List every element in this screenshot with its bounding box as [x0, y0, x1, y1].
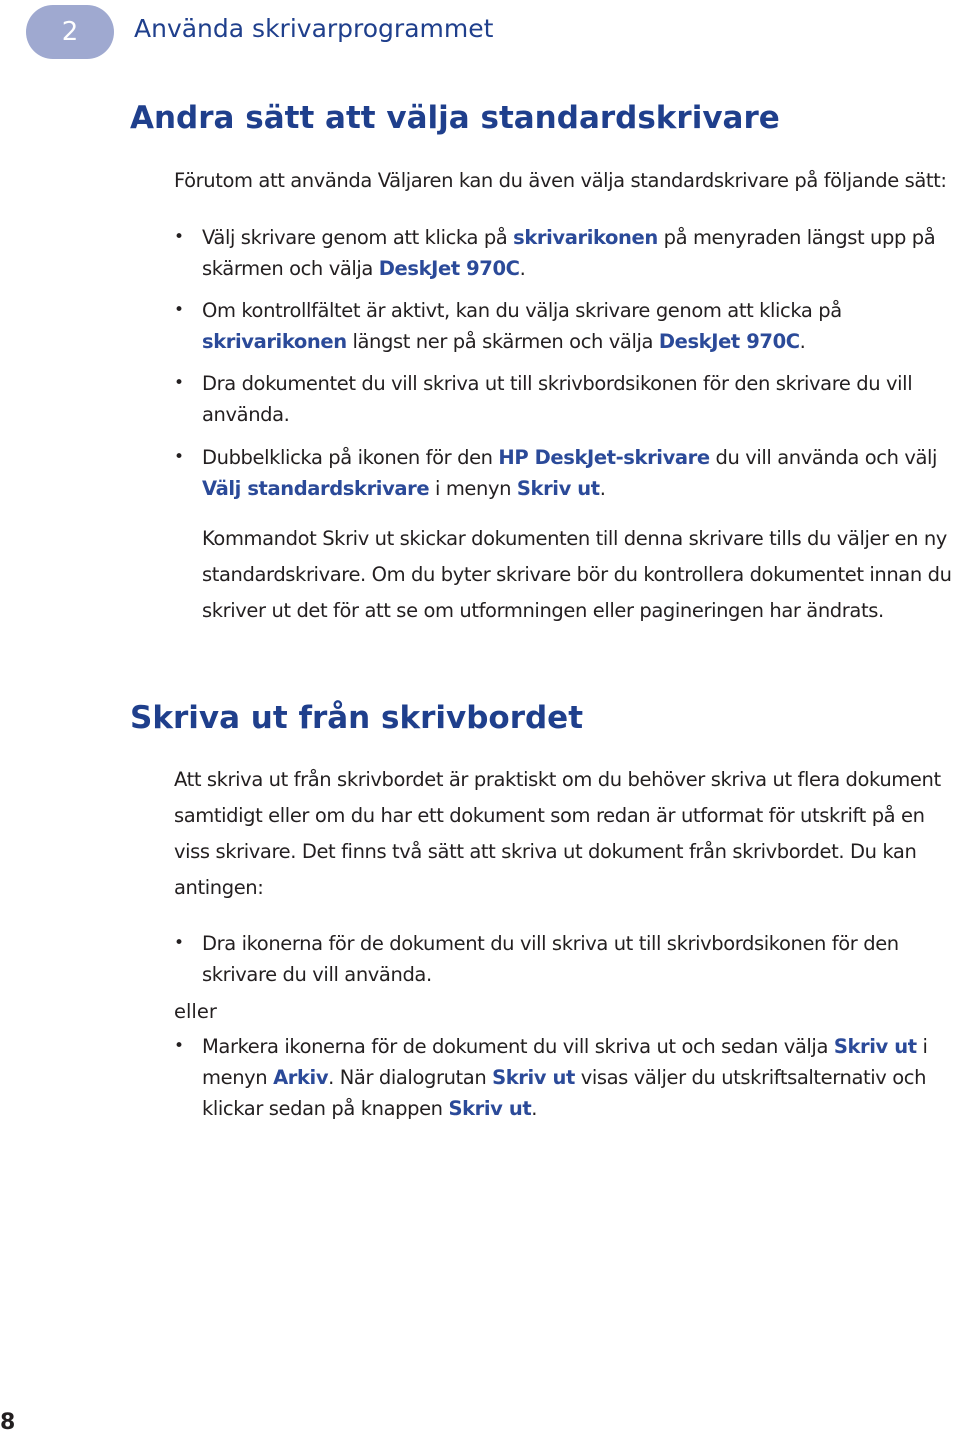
section1-note: Kommandot Skriv ut skickar dokumenten till denna skrivare tills du väljer en ny standardskrivare. Om du byter skrivare bör du kontrollera dokumentet innan du skriver ut det för att se om utformningen eller pagineringen har ändrats. — [202, 527, 952, 622]
chapter-number-badge — [26, 5, 114, 59]
ui-term: HP DeskJet-skrivare — [498, 446, 710, 469]
list-item — [174, 222, 950, 284]
list-item — [174, 928, 950, 990]
section1-intro: Förutom att använda Väljaren kan du även välja standardskrivare på följande sätt: — [174, 169, 947, 192]
list-item-text: Dubbelklicka på ikonen för den HP DeskJet-skrivare du vill använda och välj Välj standardskrivare i menyn Skriv ut. — [202, 446, 938, 500]
section-heading-print-from-desktop: Skriva ut från skrivbordet — [130, 700, 584, 736]
ui-term: Skriv ut — [833, 1035, 917, 1058]
list-item-text: Välj skrivare genom att klicka på skrivarikonen på menyraden längst upp på skärmen och välja DeskJet 970C. — [202, 226, 936, 280]
section-heading-default-printer: Andra sätt att välja standardskrivare — [130, 100, 780, 136]
list-item-text: Dra dokumentet du vill skriva ut till skrivbordsikonen för den skrivare du vill använda. — [202, 372, 913, 426]
bullet-icon: • — [174, 227, 184, 247]
list-item — [174, 442, 950, 504]
ui-term: DeskJet 970C — [378, 257, 520, 280]
bullet-icon: • — [174, 933, 184, 953]
list-item — [174, 1031, 950, 1124]
list-item — [174, 295, 950, 357]
ui-term: Arkiv — [273, 1066, 329, 1089]
bullet-icon: • — [174, 1036, 184, 1056]
page-number: 8 — [0, 1410, 16, 1435]
bullet-icon: • — [174, 447, 184, 467]
ui-term: skrivarikonen — [202, 330, 347, 353]
ui-term: Skriv ut — [448, 1097, 532, 1120]
ui-term: Skriv ut — [492, 1066, 575, 1089]
ui-term: Skriv ut — [516, 477, 600, 500]
list-item — [174, 368, 950, 430]
ui-term: Välj standardskrivare — [202, 477, 430, 500]
ui-term: skrivarikonen — [513, 226, 658, 249]
list-item-text: Dra ikonerna för de dokument du vill skriva ut till skrivbordsikonen för den skrivare du vill använda. — [202, 932, 899, 986]
ui-term: DeskJet 970C — [658, 330, 800, 353]
bullet-icon: • — [174, 300, 184, 320]
section2-intro: Att skriva ut från skrivbordet är praktiskt om du behöver skriva ut flera dokument samtidigt eller om du har ett dokument som redan är utformat för utskrift på en viss skrivare. Det finns två sätt att skriva ut dokument från skrivbordet. Du kan antingen: — [174, 768, 941, 899]
chapter-number: 2 — [61, 17, 79, 47]
or-separator: eller — [174, 1000, 217, 1023]
chapter-title: Använda skrivarprogrammet — [134, 14, 494, 43]
bullet-icon: • — [174, 373, 184, 393]
list-item-text: Om kontrollfältet är aktivt, kan du välja skrivare genom att klicka på skrivarikonen längst ner på skärmen och välja DeskJet 970C. — [202, 299, 842, 353]
list-item-text: Markera ikonerna för de dokument du vill skriva ut och sedan välja Skriv ut i menyn Arkiv. När dialogrutan Skriv ut visas väljer du utskriftsalternativ och klickar sedan på knappen Skriv ut. — [202, 1035, 928, 1120]
